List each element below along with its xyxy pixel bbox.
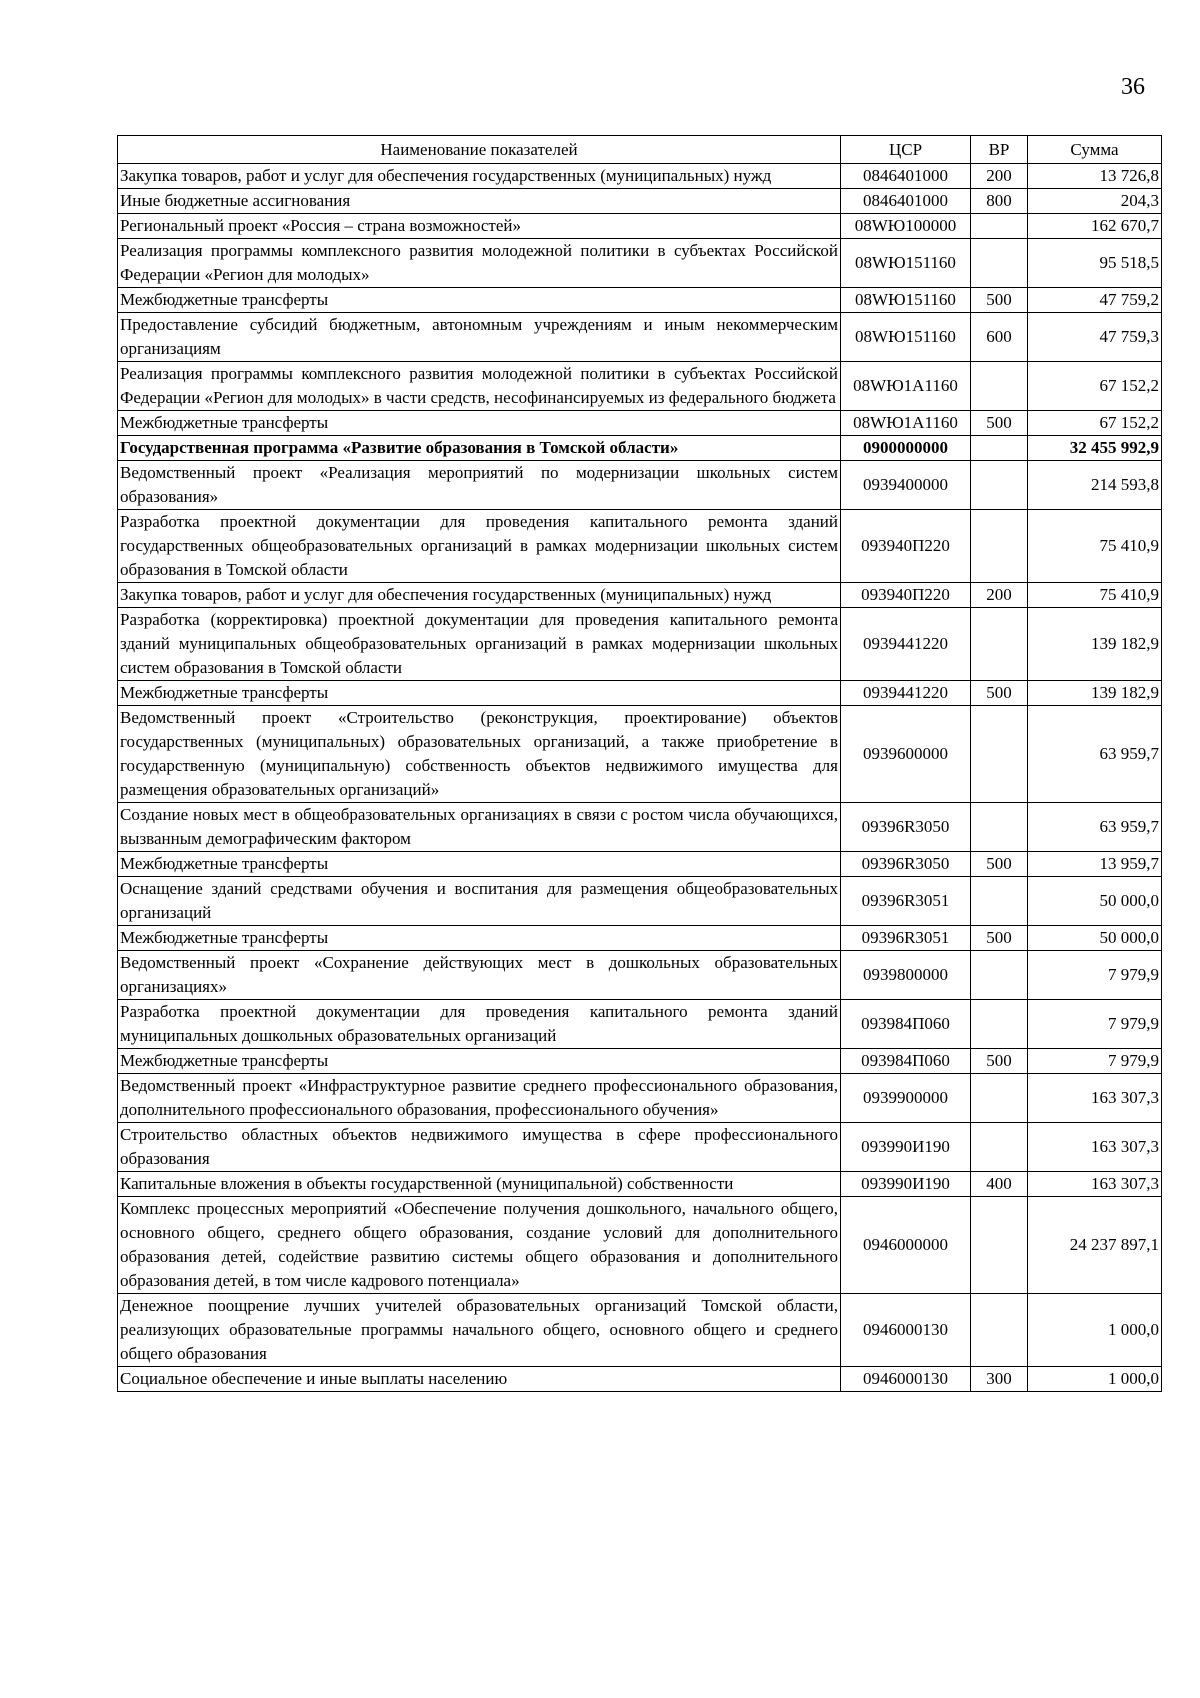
- row-sum: 63 959,7: [1028, 706, 1162, 803]
- row-vr: [971, 608, 1028, 681]
- row-vr: 800: [971, 189, 1028, 214]
- row-sum: 7 979,9: [1028, 951, 1162, 1000]
- row-sum: 75 410,9: [1028, 583, 1162, 608]
- table-row: [118, 1000, 1162, 1049]
- row-sum: 163 307,3: [1028, 1172, 1162, 1197]
- row-sum: 47 759,3: [1028, 313, 1162, 362]
- row-name: Разработка проектной документации для проведения капитального ремонта зданий муниципальных дошкольных образовательных организаций: [118, 1000, 841, 1049]
- row-name: Социальное обеспечение и иные выплаты населению: [118, 1367, 841, 1392]
- row-vr: 500: [971, 852, 1028, 877]
- row-csr: 093984П060: [841, 1000, 971, 1049]
- row-name: Капитальные вложения в объекты государственной (муниципальной) собственности: [118, 1172, 841, 1197]
- row-vr: 300: [971, 1367, 1028, 1392]
- row-name: Создание новых мест в общеобразовательных организациях в связи с ростом числа обучающихся, вызванным демографическим фактором: [118, 803, 841, 852]
- row-sum: 13 959,7: [1028, 852, 1162, 877]
- row-sum: 13 726,8: [1028, 164, 1162, 189]
- row-vr: 500: [971, 1049, 1028, 1074]
- row-vr: 400: [971, 1172, 1028, 1197]
- row-csr: 0939400000: [841, 461, 971, 510]
- table-row: [118, 461, 1162, 510]
- row-csr: 0946000000: [841, 1197, 971, 1294]
- row-vr: 500: [971, 926, 1028, 951]
- header-name: Наименование показателей: [118, 136, 841, 164]
- table-row: [118, 852, 1162, 877]
- row-sum: 162 670,7: [1028, 214, 1162, 239]
- row-sum: 32 455 992,9: [1028, 436, 1162, 461]
- row-name: Межбюджетные трансферты: [118, 852, 841, 877]
- row-name: Реализация программы комплексного развития молодежной политики в субъектах Российской Федерации «Регион для молодых»: [118, 239, 841, 288]
- row-vr: 500: [971, 288, 1028, 313]
- row-vr: [971, 951, 1028, 1000]
- row-name: Межбюджетные трансферты: [118, 1049, 841, 1074]
- table-row: [118, 681, 1162, 706]
- row-csr: 09396R3051: [841, 877, 971, 926]
- row-vr: 500: [971, 681, 1028, 706]
- row-sum: 139 182,9: [1028, 608, 1162, 681]
- table-row: [118, 1367, 1162, 1392]
- row-sum: 67 152,2: [1028, 411, 1162, 436]
- budget-table: [117, 135, 1162, 1392]
- row-name: Межбюджетные трансферты: [118, 926, 841, 951]
- row-name: Иные бюджетные ассигнования: [118, 189, 841, 214]
- row-vr: [971, 510, 1028, 583]
- row-sum: 163 307,3: [1028, 1123, 1162, 1172]
- row-sum: 67 152,2: [1028, 362, 1162, 411]
- row-name: Региональный проект «Россия – страна возможностей»: [118, 214, 841, 239]
- row-csr: 093990И190: [841, 1172, 971, 1197]
- table-row: [118, 1172, 1162, 1197]
- table-row: [118, 189, 1162, 214]
- row-sum: 204,3: [1028, 189, 1162, 214]
- row-csr: 08WЮ1A1160: [841, 362, 971, 411]
- row-name: Ведомственный проект «Реализация мероприятий по модернизации школьных систем образования»: [118, 461, 841, 510]
- table-row: [118, 436, 1162, 461]
- table-row: [118, 214, 1162, 239]
- row-sum: 63 959,7: [1028, 803, 1162, 852]
- row-vr: [971, 239, 1028, 288]
- row-sum: 1 000,0: [1028, 1367, 1162, 1392]
- page-number: 36: [1121, 74, 1145, 100]
- table-row: [118, 1294, 1162, 1367]
- header-vr: ВР: [971, 136, 1028, 164]
- row-vr: [971, 436, 1028, 461]
- row-vr: [971, 706, 1028, 803]
- row-csr: 08WЮ151160: [841, 313, 971, 362]
- row-vr: [971, 1074, 1028, 1123]
- row-vr: [971, 362, 1028, 411]
- header-csr: ЦСР: [841, 136, 971, 164]
- row-name: Комплекс процессных мероприятий «Обеспечение получения дошкольного, начального общего, основного общего, среднего общего образования, создание условий для дополнительного образования детей, содействие развитию системы общего образования и дополнительного образования детей, в том числе кадрового потенциала»: [118, 1197, 841, 1294]
- row-name: Оснащение зданий средствами обучения и воспитания для размещения общеобразовательных организаций: [118, 877, 841, 926]
- row-csr: 0946000130: [841, 1294, 971, 1367]
- table-row: [118, 706, 1162, 803]
- row-csr: 093990И190: [841, 1123, 971, 1172]
- table-row: [118, 362, 1162, 411]
- row-name: Государственная программа «Развитие образования в Томской области»: [118, 436, 841, 461]
- row-sum: 139 182,9: [1028, 681, 1162, 706]
- row-csr: 0846401000: [841, 164, 971, 189]
- table-row: [118, 926, 1162, 951]
- row-name: Разработка (корректировка) проектной документации для проведения капитального ремонта зданий муниципальных общеобразовательных организаций в рамках модернизации школьных систем образования в Томской области: [118, 608, 841, 681]
- row-name: Межбюджетные трансферты: [118, 411, 841, 436]
- row-csr: 093984П060: [841, 1049, 971, 1074]
- row-sum: 75 410,9: [1028, 510, 1162, 583]
- row-sum: 163 307,3: [1028, 1074, 1162, 1123]
- row-csr: 09396R3050: [841, 852, 971, 877]
- row-name: Ведомственный проект «Строительство (реконструкция, проектирование) объектов государственных (муниципальных) образовательных организаций, а также приобретение в государственную (муниципальную) собственность объектов недвижимого имущества для размещения образовательных организаций»: [118, 706, 841, 803]
- row-sum: 1 000,0: [1028, 1294, 1162, 1367]
- row-name: Закупка товаров, работ и услуг для обеспечения государственных (муниципальных) нужд: [118, 583, 841, 608]
- row-sum: 95 518,5: [1028, 239, 1162, 288]
- table-body: [118, 164, 1162, 1392]
- row-name: Межбюджетные трансферты: [118, 288, 841, 313]
- row-name: Денежное поощрение лучших учителей образовательных организаций Томской области, реализующих образовательные программы начального общего, основного общего и среднего общего образования: [118, 1294, 841, 1367]
- row-name: Межбюджетные трансферты: [118, 681, 841, 706]
- row-name: Закупка товаров, работ и услуг для обеспечения государственных (муниципальных) нужд: [118, 164, 841, 189]
- table-row: [118, 608, 1162, 681]
- header-sum: Сумма: [1028, 136, 1162, 164]
- row-sum: 7 979,9: [1028, 1049, 1162, 1074]
- row-csr: 093940П220: [841, 583, 971, 608]
- row-csr: 08WЮ151160: [841, 288, 971, 313]
- row-csr: 0846401000: [841, 189, 971, 214]
- table-row: [118, 239, 1162, 288]
- row-name: Разработка проектной документации для проведения капитального ремонта зданий государственных общеобразовательных организаций в рамках модернизации школьных систем образования в Томской области: [118, 510, 841, 583]
- row-name: Строительство областных объектов недвижимого имущества в сфере профессионального образования: [118, 1123, 841, 1172]
- table-row: [118, 1049, 1162, 1074]
- row-vr: [971, 214, 1028, 239]
- table-row: [118, 1123, 1162, 1172]
- row-vr: [971, 877, 1028, 926]
- row-sum: 7 979,9: [1028, 1000, 1162, 1049]
- table-row: [118, 510, 1162, 583]
- table-row: [118, 1074, 1162, 1123]
- row-csr: 0946000130: [841, 1367, 971, 1392]
- row-sum: 24 237 897,1: [1028, 1197, 1162, 1294]
- row-csr: 0900000000: [841, 436, 971, 461]
- table-row: [118, 164, 1162, 189]
- row-csr: 08WЮ1A1160: [841, 411, 971, 436]
- row-csr: 0939600000: [841, 706, 971, 803]
- row-name: Ведомственный проект «Инфраструктурное развитие среднего профессионального образования, дополнительного профессионального образования, профессионального обучения»: [118, 1074, 841, 1123]
- row-vr: 200: [971, 164, 1028, 189]
- row-csr: 08WЮ100000: [841, 214, 971, 239]
- row-sum: 50 000,0: [1028, 877, 1162, 926]
- table-row: [118, 803, 1162, 852]
- row-sum: 214 593,8: [1028, 461, 1162, 510]
- row-csr: 0939800000: [841, 951, 971, 1000]
- table-header-row: [118, 136, 1162, 164]
- row-csr: 09396R3050: [841, 803, 971, 852]
- row-name: Реализация программы комплексного развития молодежной политики в субъектах Российской Федерации «Регион для молодых» в части средств, несофинансируемых из федерального бюджета: [118, 362, 841, 411]
- row-csr: 09396R3051: [841, 926, 971, 951]
- row-csr: 08WЮ151160: [841, 239, 971, 288]
- table-row: [118, 1197, 1162, 1294]
- row-vr: [971, 803, 1028, 852]
- row-sum: 50 000,0: [1028, 926, 1162, 951]
- row-name: Предоставление субсидий бюджетным, автономным учреждениям и иным некоммерческим организациям: [118, 313, 841, 362]
- row-csr: 0939441220: [841, 681, 971, 706]
- table-row: [118, 313, 1162, 362]
- row-vr: 500: [971, 411, 1028, 436]
- row-vr: [971, 461, 1028, 510]
- row-vr: 200: [971, 583, 1028, 608]
- row-csr: 0939900000: [841, 1074, 971, 1123]
- row-vr: 600: [971, 313, 1028, 362]
- row-vr: [971, 1197, 1028, 1294]
- table-row: [118, 877, 1162, 926]
- row-vr: [971, 1000, 1028, 1049]
- row-csr: 0939441220: [841, 608, 971, 681]
- table-row: [118, 583, 1162, 608]
- row-vr: [971, 1123, 1028, 1172]
- row-name: Ведомственный проект «Сохранение действующих мест в дошкольных образовательных организациях»: [118, 951, 841, 1000]
- row-sum: 47 759,2: [1028, 288, 1162, 313]
- row-csr: 093940П220: [841, 510, 971, 583]
- table-row: [118, 951, 1162, 1000]
- table-row: [118, 288, 1162, 313]
- row-vr: [971, 1294, 1028, 1367]
- table-row: [118, 411, 1162, 436]
